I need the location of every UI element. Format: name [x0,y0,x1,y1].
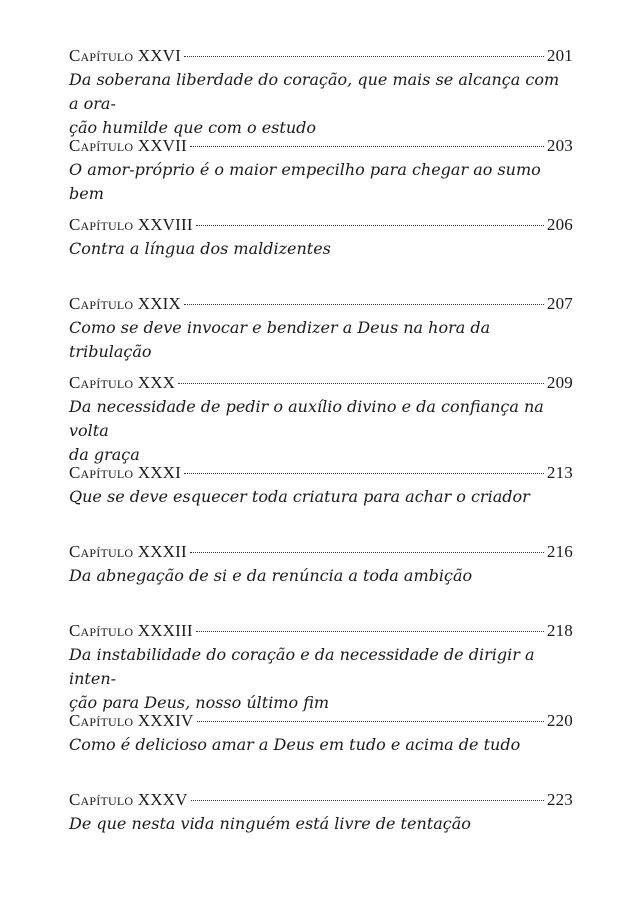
chapter-title-line: Da necessidade de pedir o auxílio divino e da confiança na volta [69,397,544,440]
chapter-title-line: Que se deve esquecer toda criatura para achar o criador [69,487,530,506]
chapter-title-line: ção humilde que com o estudo [69,118,316,137]
toc-entry-heading [69,213,573,237]
chapter-title-line: Como se deve invocar e bendizer a Deus na hora da tribulação [69,318,491,361]
toc-entry[interactable] [69,619,573,712]
page-number: 220 [546,711,573,730]
toc-entry[interactable] [69,709,573,788]
page-number: 213 [546,463,573,482]
toc-entry[interactable] [69,788,573,867]
page-number: 206 [546,215,573,234]
toc-entry-heading [69,619,573,643]
toc-entry-heading [69,788,573,812]
page-number: 209 [546,373,573,392]
toc-entry-heading [69,134,573,158]
chapter-title-line: Da soberana liberdade do coração, que mais se alcança com a ora- [69,70,560,113]
chapter-label: Capítulo XXVI [69,46,182,65]
toc-entry-heading [69,461,573,485]
chapter-title-line: Da instabilidade do coração e da necessidade de dirigir a inten- [69,645,535,688]
page-number: 216 [546,542,573,561]
chapter-title-line: Da abnegação de si e da renúncia a toda ambição [69,566,473,585]
toc-entry[interactable] [69,461,573,540]
chapter-label: Capítulo XXXII [69,542,187,561]
dot-leader [196,631,544,632]
dot-leader [190,146,544,147]
dot-leader [184,473,544,474]
dot-leader [197,721,544,722]
chapter-label: Capítulo XXVII [69,136,187,155]
chapter-title [69,564,573,588]
chapter-title-line: ção para Deus, nosso último fim [69,693,330,712]
chapter-title [69,395,573,467]
toc-entry[interactable] [69,540,573,619]
page-number: 201 [546,46,573,65]
chapter-title [69,158,573,206]
chapter-label: Capítulo XXXIV [69,711,194,730]
chapter-title-line: Contra a língua dos maldizentes [69,239,331,258]
dot-leader [191,800,544,801]
chapter-title [69,643,573,715]
chapter-label: Capítulo XXXI [69,463,182,482]
toc-entry[interactable] [69,371,573,464]
chapter-title-line: da graça [69,445,140,464]
chapter-title [69,733,573,757]
page-number: 203 [546,136,573,155]
page-number: 223 [546,790,573,809]
chapter-label: Capítulo XXIX [69,294,182,313]
dot-leader [184,56,544,57]
toc-entry-heading [69,540,573,564]
page-number: 207 [546,294,573,313]
dot-leader [178,383,544,384]
toc-entry[interactable] [69,44,573,137]
toc-entry-heading [69,371,573,395]
toc-entry-heading [69,44,573,68]
chapter-title [69,812,573,836]
chapter-title-line: De que nesta vida ninguém está livre de tentação [69,814,471,833]
dot-leader [184,304,544,305]
chapter-title [69,316,573,364]
chapter-title [69,68,573,140]
chapter-label: Capítulo XXVIII [69,215,193,234]
chapter-title-line: Como é delicioso amar a Deus em tudo e acima de tudo [69,735,521,754]
dot-leader [196,225,544,226]
toc-entry-heading [69,709,573,733]
toc-entry[interactable] [69,292,573,371]
chapter-title [69,485,573,509]
table-of-contents [69,44,573,867]
chapter-title-line: O amor-próprio é o maior empecilho para chegar ao sumo bem [69,160,541,203]
chapter-label: Capítulo XXXV [69,790,188,809]
chapter-label: Capítulo XXX [69,373,176,392]
toc-entry[interactable] [69,134,573,213]
chapter-label: Capítulo XXXIII [69,621,193,640]
toc-entry[interactable] [69,213,573,292]
dot-leader [190,552,544,553]
page-number: 218 [546,621,573,640]
toc-entry-heading [69,292,573,316]
chapter-title [69,237,573,261]
